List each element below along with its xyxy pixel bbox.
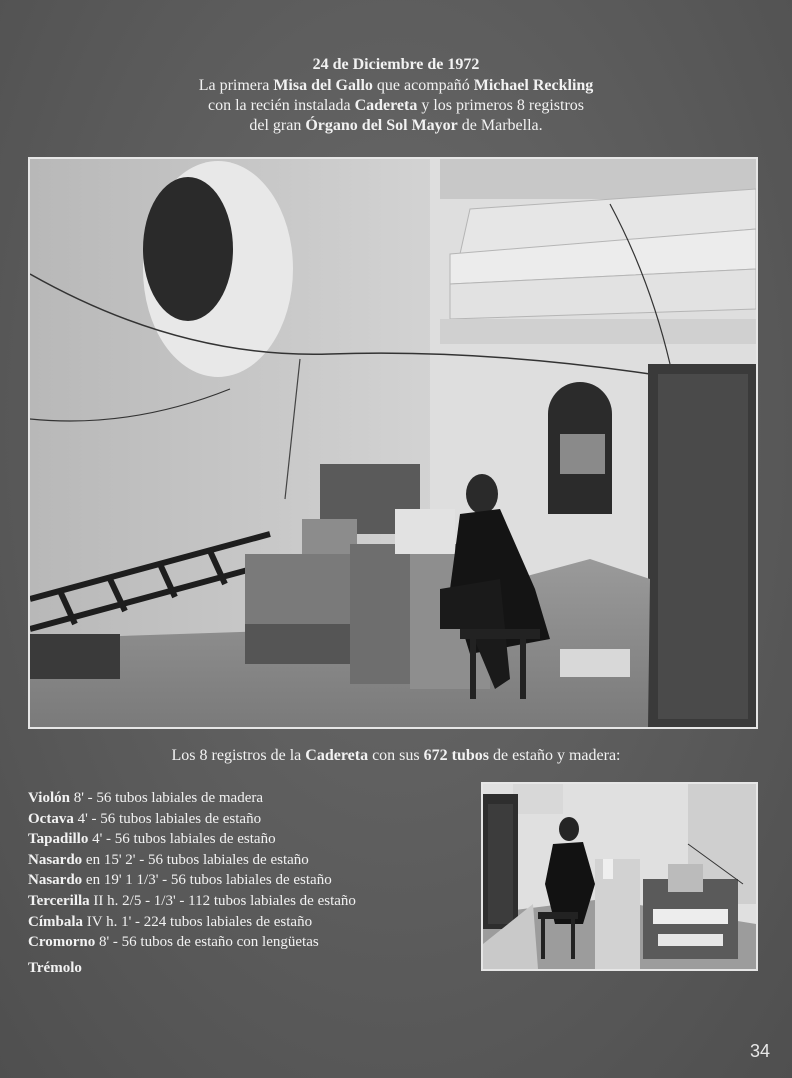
main-photo [28, 157, 758, 729]
header-line-3-text-b: de Marbella. [457, 117, 543, 134]
header-line-2-text-b: y los primeros 8 registros [417, 97, 585, 114]
register-detail: 4' - 56 tubos labiales de estaño [73, 810, 262, 827]
register-name: Tercerilla [28, 892, 90, 909]
register-item [28, 891, 468, 912]
header-line-1-bold-b: Michael Reckling [473, 77, 594, 94]
photo-caption [0, 745, 792, 767]
header-line-3-text-a: del gran [249, 117, 306, 134]
header-line-1-text-b: que acompañó [372, 77, 474, 94]
register-detail: en 19' 1 1/3' - 56 tubos labiales de estaño [82, 872, 332, 889]
register-name: Tapadillo [28, 831, 89, 848]
secondary-photo-illustration [483, 784, 756, 969]
header [0, 54, 792, 136]
register-item [28, 932, 468, 953]
header-line-2-bold-a: Cadereta [354, 97, 418, 114]
register-name: Violón [28, 790, 70, 806]
register-detail: 4' - 56 tubos labiales de estaño [88, 831, 276, 848]
register-item [28, 870, 468, 891]
register-item [28, 912, 468, 933]
register-detail: IV h. 1' - 224 tubos labiales de estaño [83, 913, 313, 930]
secondary-photo [481, 782, 758, 971]
header-line-1-text-a: La primera [198, 77, 274, 94]
tremolo-label: Trémolo [28, 959, 82, 976]
register-detail: II h. 2/5 - 1/3' - 112 tubos labiales de estaño [89, 892, 356, 909]
register-item [28, 809, 468, 830]
register-name: Octava [28, 810, 74, 827]
caption-text-b: con sus [368, 747, 424, 764]
caption-text-c: de estaño y madera: [488, 747, 621, 764]
register-name: Nasardo [28, 872, 83, 889]
register-item [28, 788, 468, 809]
register-name: Cromorno [28, 934, 96, 951]
header-line-3-bold-a: Órgano del Sol Mayor [305, 117, 458, 134]
main-photo-illustration [30, 159, 756, 727]
caption-bold-a: Cadereta [305, 747, 369, 764]
register-list [28, 788, 468, 977]
register-detail: 8' - 56 tubos de estaño con lengüetas [95, 934, 319, 951]
header-line-2-text-a: con la recién instalada [207, 97, 355, 114]
register-detail: en 15' 2' - 56 tubos labiales de estaño [82, 851, 309, 868]
header-line-3 [0, 116, 792, 136]
register-item [28, 850, 468, 871]
header-line-2 [0, 96, 792, 116]
caption-bold-b: 672 tubos [423, 747, 489, 764]
register-name: Nasardo [28, 851, 83, 868]
caption-text-a: Los 8 registros de la [171, 747, 306, 764]
register-name: Címbala [28, 913, 84, 930]
header-date: 24 de Diciembre de 1972 [312, 56, 480, 73]
page-number: 34 [749, 1041, 770, 1061]
register-item [28, 829, 468, 850]
register-detail: 8' - 56 tubos labiales de madera [69, 790, 264, 806]
header-line-1 [0, 76, 792, 96]
header-line-1-bold-a: Misa del Gallo [273, 77, 373, 94]
